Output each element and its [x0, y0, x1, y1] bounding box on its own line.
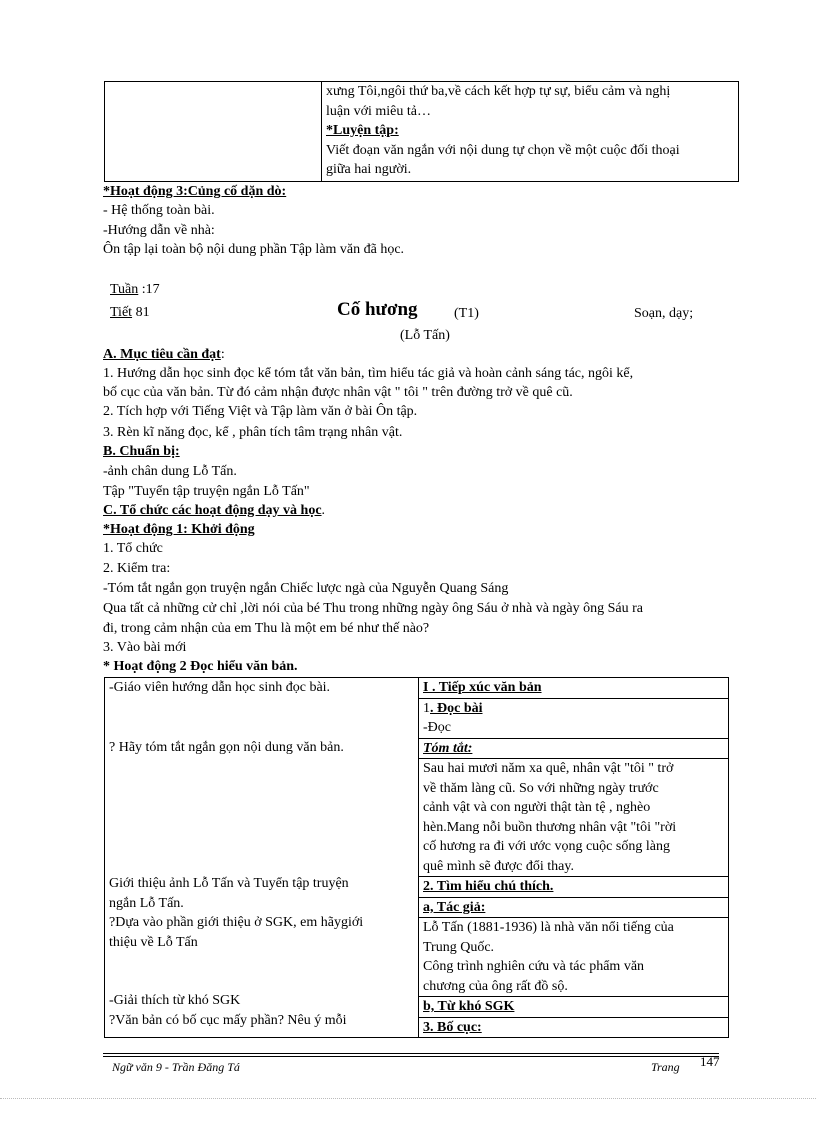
- sectionC-heading: C. Tổ chức các hoạt động dạy và học: [103, 503, 322, 518]
- right-heading-2: . Đọc bài: [430, 700, 483, 716]
- activity3-line-2: -Hướng dẫn về nhà:: [103, 223, 215, 238]
- tomtat-line-2: về thăm làng cũ. So với những ngày trước: [423, 780, 659, 796]
- sectionB-line-1: -ảnh chân dung Lỗ Tấn.: [103, 464, 237, 479]
- top-line-5: giữa hai người.: [326, 162, 412, 177]
- left-line-4b: thiệu về Lỗ Tấn: [109, 934, 198, 950]
- tomtat-line-3: cảnh vật và con người thật tàn tệ , nghèo: [423, 800, 651, 815]
- activity3-line-3: Ôn tập lại toàn bộ nội dung phần Tập làm văn đã học.: [103, 242, 405, 257]
- right-bocuc-heading: 3. Bố cục:: [423, 1019, 482, 1035]
- tiet-label: Tiết: [110, 305, 133, 320]
- soan-day: Soạn, dạy;: [634, 306, 694, 321]
- tiet-line: [110, 303, 150, 323]
- sectionA-line-2: bố cục của văn bản. Từ đó cảm nhận được nhân vật " tôi " trên đường trở về quê cũ.: [103, 385, 573, 400]
- tuan-line: [110, 280, 160, 300]
- tacgia-line-2: Trung Quốc.: [423, 939, 495, 955]
- page-bottom-dotted-line: [0, 1098, 816, 1099]
- left-line-6: ?Văn bản có bố cục mấy phần? Nêu ý mỗi: [109, 1012, 347, 1028]
- sectionB-line-2: Tập "Tuyển tập truyện ngắn Lỗ Tấn": [103, 484, 310, 499]
- sectionC-line-2: 2. Kiểm tra:: [103, 561, 171, 576]
- footer-rule-2: [103, 1056, 719, 1057]
- tuan-value: :17: [138, 282, 160, 297]
- left-line-1: -Giáo viên hướng dẫn học sinh đọc bài.: [109, 680, 331, 695]
- main-table: [104, 677, 729, 1038]
- activity1-heading: *Hoạt động 1: Khởi động: [103, 522, 255, 537]
- sectionC-line-1: 1. Tổ chức: [103, 541, 163, 556]
- right-tacgia-heading: a, Tác giả:: [423, 899, 486, 915]
- tacgia-line-4: chương của ông rất đồ sộ.: [423, 978, 568, 994]
- footer-trang: Trang: [651, 1060, 680, 1074]
- sectionA-line-4: 3. Rèn kĩ năng đọc, kể , phân tích tâm trạng nhân vật.: [103, 425, 403, 440]
- footer-rule-1: [103, 1053, 719, 1054]
- main-right-cell: [419, 678, 729, 1038]
- lesson-author: (Lỗ Tấn): [400, 328, 450, 343]
- right-heading-2-num: 1: [423, 700, 430, 716]
- lesson-title: Cố hương: [337, 299, 418, 320]
- tuan-label: Tuần: [110, 282, 139, 297]
- left-line-3b: ngắn Lỗ Tấn.: [109, 895, 184, 911]
- sectionC-dot: .: [321, 503, 326, 518]
- top-line-2: luận với miêu tả…: [326, 103, 431, 119]
- right-heading-1: I . Tiếp xúc văn bản: [423, 680, 542, 695]
- sectionC-heading-line: [103, 501, 325, 521]
- activity3-heading: *Hoạt động 3:Củng cố dặn dò:: [103, 184, 287, 199]
- top-line-1: xưng Tôi,ngôi thứ ba,về cách kết hợp tự sự, biểu cảm và nghị: [326, 84, 671, 99]
- right-tomtat-block: [419, 759, 728, 876]
- lesson-part: (T1): [454, 306, 479, 321]
- tomtat-line-1: Sau hai mươi năm xa quê, nhân vật "tôi " trở: [423, 761, 674, 776]
- sectionA-heading: A. Mục tiêu cần đạt: [103, 347, 221, 362]
- left-line-2: ? Hãy tóm tắt ngắn gọn nội dung văn bản.: [109, 739, 344, 755]
- right-heading-3: 2. Tìm hiểu chú thích.: [423, 879, 554, 894]
- right-tomtat-heading: Tóm tắt:: [423, 740, 473, 756]
- sectionC-line-3: -Tóm tắt ngắn gọn truyện ngắn Chiếc lược ngà của Nguyễn Quang Sáng: [103, 581, 509, 596]
- right-tacgia-block: [419, 918, 728, 996]
- top-table-left-cell: [105, 82, 322, 182]
- right-tukho-heading: b, Từ khó SGK: [423, 999, 515, 1014]
- sectionB-heading: B. Chuẩn bị:: [103, 444, 180, 459]
- footer-page-number: 147: [700, 1054, 720, 1069]
- sectionA-line-3: 2. Tích hợp với Tiếng Việt và Tập làm văn ở bài Ôn tập.: [103, 404, 418, 419]
- sectionC-line-4: Qua tất cả những cử chỉ ,lời nói của bé Thu trong những ngày ông Sáu ở nhà và ngày ông Sáu ra: [103, 601, 644, 616]
- tomtat-line-5: cố hương ra đi với ước vọng cuộc sống làng: [423, 839, 670, 854]
- luyen-tap-heading: *Luyện tập:: [326, 123, 399, 138]
- right-doc: -Đọc: [423, 720, 451, 735]
- main-left-cell: [105, 678, 419, 1038]
- left-line-3a: Giới thiệu ảnh Lỗ Tấn và Tuyển tập truyện: [109, 876, 349, 891]
- sectionA-colon: :: [220, 347, 225, 362]
- sectionA-line-1: 1. Hướng dẫn học sinh đọc kể tóm tắt văn bản, tìm hiểu tác giả và hoàn cảnh sáng tác, ngôi kể,: [103, 366, 634, 381]
- sectionA-heading-line: [103, 345, 225, 365]
- top-line-4: Viết đoạn văn ngắn với nội dung tự chọn về một cuộc đối thoại: [326, 142, 680, 158]
- tomtat-line-6: quê mình sẽ được đổi thay.: [423, 858, 574, 874]
- activity2-heading: * Hoạt động 2 Đọc hiểu văn bản.: [103, 659, 298, 674]
- right-heading-2-line: [419, 699, 728, 719]
- top-table-right-cell: [322, 82, 739, 182]
- sectionC-line-6: 3. Vào bài mới: [103, 640, 187, 655]
- tacgia-line-1: Lỗ Tấn (1881-1936) là nhà văn nổi tiếng của: [423, 920, 674, 935]
- left-line-4a: ?Dựa vào phần giới thiệu ở SGK, em hãygiới: [109, 915, 364, 930]
- footer-left: Ngữ văn 9 - Trần Đăng Tá: [112, 1060, 240, 1074]
- sectionC-line-5: đi, trong cảm nhận của em Thu là một em bé như thế nào?: [103, 621, 430, 636]
- tiet-value: 81: [132, 305, 150, 320]
- tomtat-line-4: hèn.Mang nỗi buồn thương nhân vật "tôi "rời: [423, 819, 677, 835]
- activity3-line-1: - Hệ thống toàn bài.: [103, 203, 215, 218]
- top-table: [104, 81, 739, 182]
- tacgia-line-3: Công trình nghiên cứu và tác phẩm văn: [423, 959, 645, 974]
- left-line-5: -Giải thích từ khó SGK: [109, 993, 241, 1008]
